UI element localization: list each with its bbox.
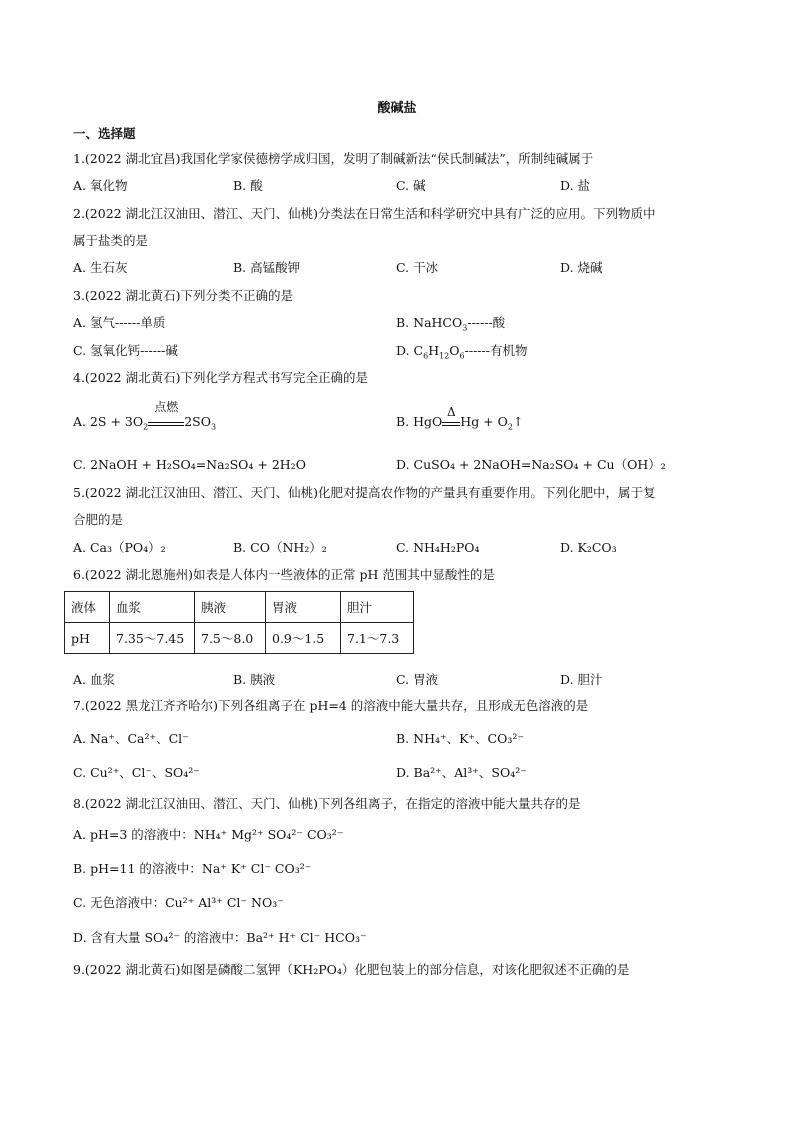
question-3-option-d: D. $C_6H_{12}O_6------$有机物 — [396, 343, 528, 361]
question-2-option-a: A. 生石灰 — [73, 260, 128, 275]
question-1-option-c: C. 碱 — [396, 178, 426, 193]
ph-table-cell: 7.1～7.3 — [341, 623, 414, 654]
question-7-option-b: B. NH₄⁺、K⁺、CO₃²⁻ — [396, 731, 524, 746]
question-3-stem: 3.(2022 湖北黄石)下列分类不正确的是 — [73, 288, 293, 303]
page-title: 酸碱盐 — [377, 101, 417, 116]
question-5-stem-line2: 合肥的是 — [73, 512, 124, 527]
question-4-option-a: A. $2S + 3O_2$ 点燃 $2SO_3$ — [73, 400, 217, 432]
question-4-option-b: B. HgO Δ $Hg + O_2↑$ — [396, 405, 524, 432]
question-7-option-c: C. Cu²⁺、Cl⁻、SO₄²⁻ — [73, 765, 200, 780]
question-5-option-a: A. Ca₃（PO₄）₂ — [73, 540, 166, 555]
question-2-option-c: C. 干冰 — [396, 260, 439, 275]
heating-condition: Δ — [442, 416, 460, 426]
question-5-option-c: C. NH₄H₂PO₄ — [396, 540, 480, 555]
section-heading: 一、选择题 — [73, 126, 136, 141]
ph-table — [64, 591, 414, 654]
ph-table-cell: 7.35～7.45 — [110, 623, 195, 654]
question-8-option-a: A. pH=3 的溶液中：NH₄⁺ Mg²⁺ SO₄²⁻ CO₃²⁻ — [73, 827, 344, 842]
question-5-option-b: B. CO（NH₂）₂ — [233, 540, 327, 555]
ph-table-cell: 液体 — [65, 592, 110, 623]
ph-table-cell: 胆汁 — [341, 592, 414, 623]
question-1-option-d: D. 盐 — [560, 178, 591, 193]
ph-table-cell: pH — [65, 623, 110, 654]
question-1-option-a: A. 氧化物 — [73, 178, 128, 193]
question-2-stem-line2: 属于盐类的是 — [73, 233, 149, 248]
question-3-option-a: A. 氢气------单质 — [73, 315, 166, 330]
question-8-option-c: C. 无色溶液中：Cu²⁺ Al³⁺ Cl⁻ NO₃⁻ — [73, 895, 284, 910]
question-6-option-d: D. 胆汁 — [560, 672, 603, 687]
question-5-option-d: D. K₂CO₃ — [560, 540, 617, 555]
ph-table-header-row — [65, 592, 414, 623]
question-3-option-c: C. 氢氧化钙------碱 — [73, 343, 178, 358]
question-1-option-b: B. 酸 — [233, 178, 263, 193]
question-8-stem: 8.(2022 湖北江汉油田、潜江、天门、仙桃)下列各组离子，在指定的溶液中能大量共存的是 — [73, 796, 581, 811]
question-2-option-b: B. 高锰酸钾 — [233, 260, 301, 275]
question-6-option-a: A. 血浆 — [73, 672, 115, 687]
question-6-option-b: B. 胰液 — [233, 672, 276, 687]
ph-table-cell: 胃液 — [266, 592, 341, 623]
ph-table-value-row — [65, 623, 414, 654]
question-4-option-c: C. 2NaOH + H₂SO₄=Na₂SO₄ + 2H₂O — [73, 457, 306, 472]
question-2-option-d: D. 烧碱 — [560, 260, 603, 275]
question-7-stem: 7.(2022 黑龙江齐齐哈尔)下列各组离子在 pH=4 的溶液中能大量共存，且形成无色溶液的是 — [73, 698, 589, 713]
question-6-stem: 6.(2022 湖北恩施州)如表是人体内一些液体的正常 pH 范围其中显酸性的是 — [73, 567, 495, 582]
question-1-stem: 1.(2022 湖北宜昌)我国化学家侯德榜学成归国，发明了制碱新法“侯氏制碱法”，所制纯碱属于 — [73, 151, 594, 166]
ph-table-cell: 0.9～1.5 — [266, 623, 341, 654]
question-6-option-c: C. 胃液 — [396, 672, 439, 687]
combustion-condition: 点燃 — [148, 416, 184, 426]
question-9-stem: 9.(2022 湖北黄石)如图是磷酸二氢钾（KH₂PO₄）化肥包装上的部分信息，对该化肥叙述不正确的是 — [73, 962, 630, 977]
question-3-option-b: B. NaHCO$_3$------酸 — [396, 315, 506, 333]
ph-table-cell: 血浆 — [110, 592, 195, 623]
question-4-option-d: D. CuSO₄ + 2NaOH=Na₂SO₄ + Cu（OH）₂ — [396, 457, 666, 472]
ph-table-cell: 胰液 — [195, 592, 266, 623]
ph-table-cell: 7.5～8.0 — [195, 623, 266, 654]
question-8-option-b: B. pH=11 的溶液中：Na⁺ K⁺ Cl⁻ CO₃²⁻ — [73, 861, 312, 876]
question-4-stem: 4.(2022 湖北黄石)下列化学方程式书写完全正确的是 — [73, 370, 368, 385]
question-5-stem-line1: 5.(2022 湖北江汉油田、潜江、天门、仙桃)化肥对提高农作物的产量具有重要作用。下列化肥中，属于复 — [73, 485, 656, 500]
question-8-option-d: D. 含有大量 SO₄²⁻ 的溶液中：Ba²⁺ H⁺ Cl⁻ HCO₃⁻ — [73, 930, 367, 945]
question-7-option-d: D. Ba²⁺、Al³⁺、SO₄²⁻ — [396, 765, 527, 780]
question-7-option-a: A. Na⁺、Ca²⁺、Cl⁻ — [73, 731, 189, 746]
question-2-stem-line1: 2.(2022 湖北江汉油田、潜江、天门、仙桃)分类法在日常生活和科学研究中具有广泛的应用。下列物质中 — [73, 206, 656, 221]
